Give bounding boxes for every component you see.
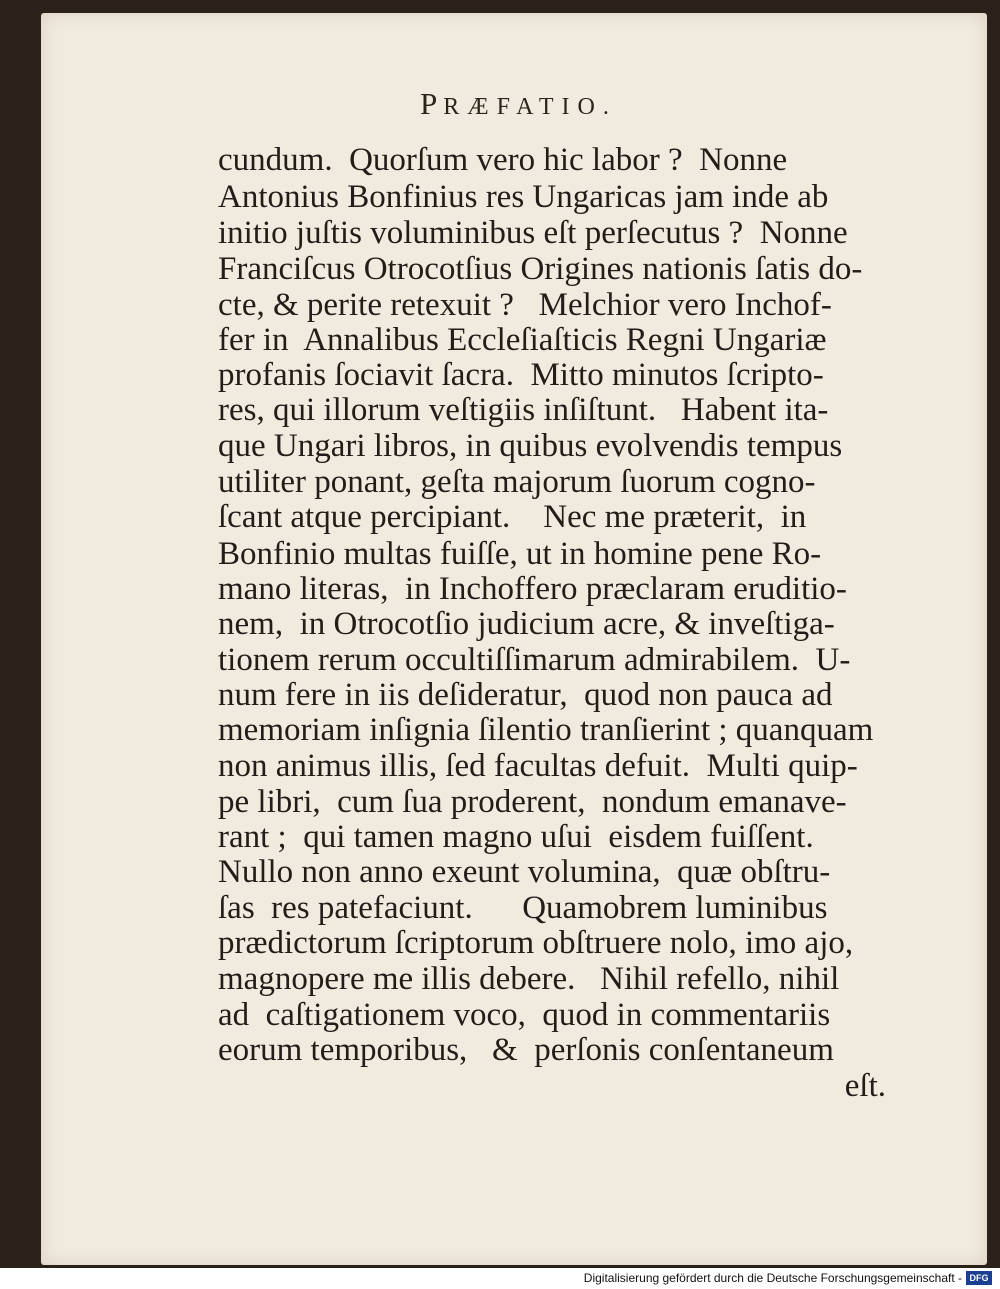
- text-line: Franciſcus Otrocotſius Origines nationis ſatis do-: [218, 251, 863, 287]
- catchword: eſt.: [844, 1068, 886, 1104]
- text-line: ſas res patefaciunt. Quamobrem luminibus: [218, 890, 828, 926]
- text-line: fer in Annalibus Eccleſiaſticis Regni Ungariæ: [218, 322, 827, 358]
- text-line: profanis ſociavit ſacra. Mitto minutos ſcripto-: [218, 357, 824, 393]
- text-line: magnopere me illis debere. Nihil refello, nihil: [218, 961, 840, 997]
- text-line: cundum. Quorſum vero hic labor ? Nonne: [218, 142, 788, 178]
- text-line: rant ; qui tamen magno uſui eisdem fuiſſent.: [218, 819, 814, 855]
- text-line: initio juſtis voluminibus eſt perſecutus ? Nonne: [218, 215, 848, 251]
- text-line: utiliter ponant, geſta majorum ſuorum cogno-: [218, 464, 816, 500]
- text-line: Antonius Bonfinius res Ungaricas jam inde ab: [218, 179, 829, 215]
- text-line: que Ungari libros, in quibus evolvendis tempus: [218, 428, 843, 464]
- running-head-rest: RÆFATIO.: [443, 94, 617, 120]
- text-line: eorum temporibus, & perſonis conſentaneum: [218, 1032, 834, 1068]
- text-line: num fere in iis deſideratur, quod non pauca ad: [218, 677, 833, 713]
- text-line: tionem rerum occultiſſimarum admirabilem. U-: [218, 642, 851, 678]
- text-line: cte, & perite retexuit ? Melchior vero Inchof-: [218, 287, 832, 323]
- text-line: res, qui illorum veſtigiis inſiſtunt. Habent ita-: [218, 392, 829, 428]
- digitization-credit: Digitalisierung gefördert durch die Deutsche Forschungsgemeinschaft -: [583, 1271, 962, 1285]
- text-line: prædictorum ſcriptorum obſtruere nolo, imo ajo,: [218, 925, 854, 961]
- text-line: ad caſtigationem voco, quod in commentariis: [218, 997, 831, 1033]
- text-line: nem, in Otrocotſio judicium acre, & inveſtiga-: [218, 606, 835, 642]
- running-head-initial: P: [420, 86, 444, 121]
- text-line: mano literas, in Inchoffero præclaram eruditio-: [218, 571, 847, 607]
- text-line: non animus illis, ſed facultas defuit. Multi quip-: [218, 748, 858, 784]
- text-line: memoriam inſignia ſilentio tranſierint ; quanquam: [218, 712, 874, 748]
- text-line: Nullo non anno exeunt volumina, quæ obſtru-: [218, 854, 831, 890]
- text-line: ſcant atque percipiant. Nec me præterit, in: [218, 499, 807, 535]
- dfg-logo: DFG: [966, 1271, 992, 1285]
- text-line: Bonfinio multas fuiſſe, ut in homine pene Ro-: [218, 536, 822, 572]
- text-line: pe libri, cum ſua proderent, nondum emanave-: [218, 784, 847, 820]
